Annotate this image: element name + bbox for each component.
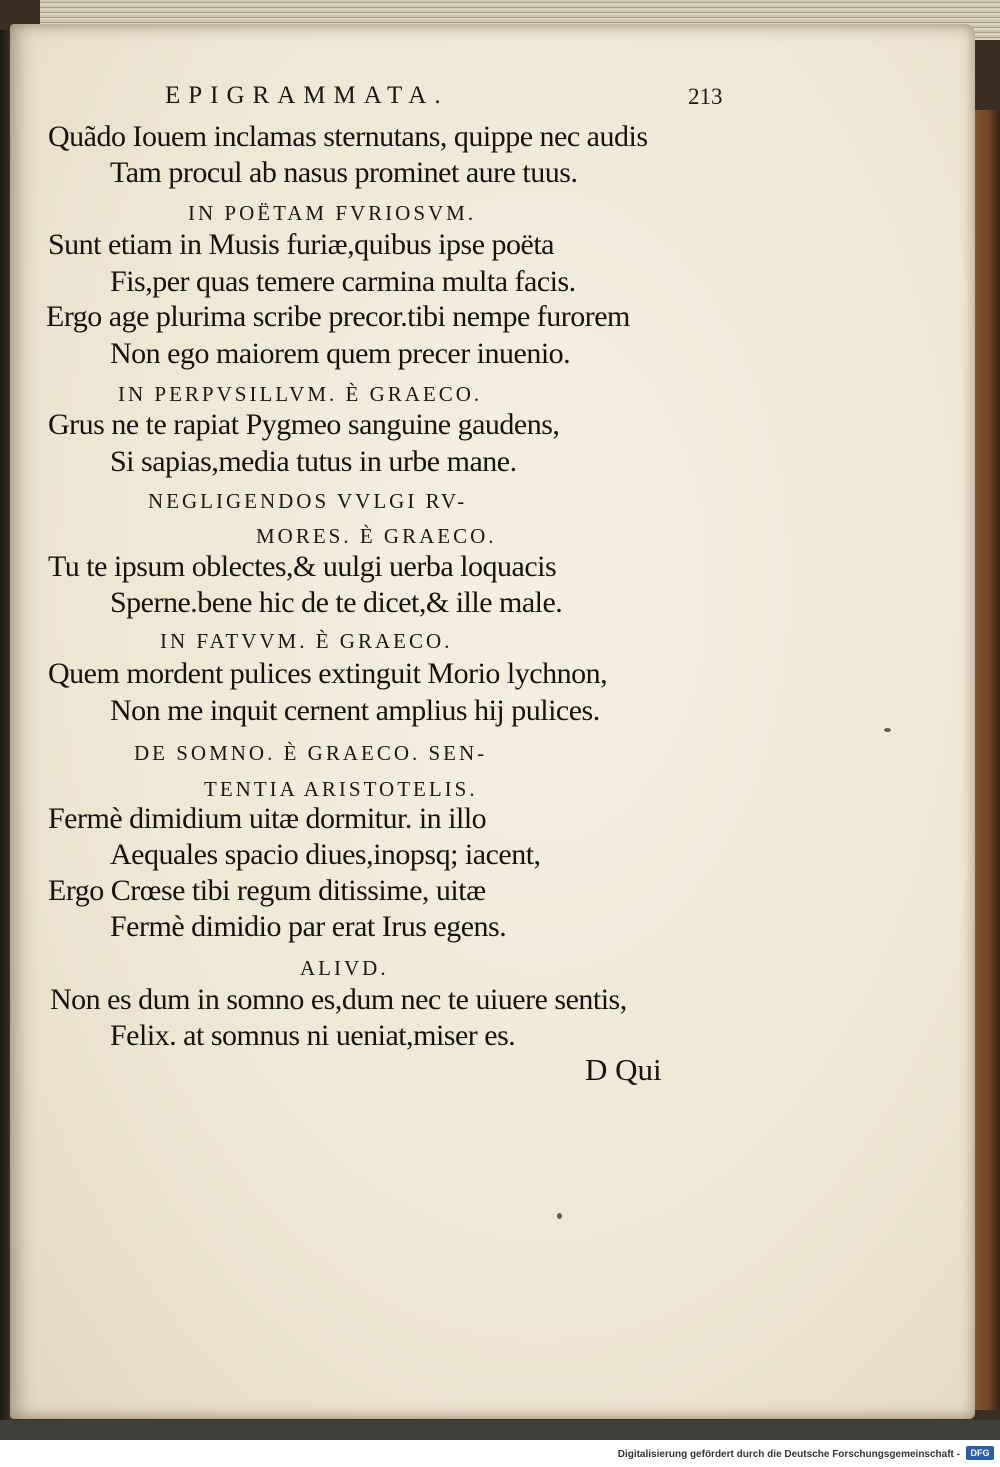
verse-line: Quãdo Iouem inclamas sternutans, quippe nec audis: [48, 120, 648, 153]
epigram-heading: ALIVD.: [300, 956, 389, 980]
verse-line: Non me inquit cernent amplius hij pulices.: [110, 694, 600, 727]
verse-line: Fermè dimidio par erat Irus egens.: [110, 910, 507, 943]
verse-line: Fis,per quas temere carmina multa facis.: [110, 265, 576, 298]
dfg-logo: DFG: [966, 1446, 994, 1460]
epigram-heading: IN POËTAM FVRIOSVM.: [188, 201, 477, 225]
book-cover-edge: [972, 110, 1000, 1410]
epigram-heading: DE SOMNO. È GRAECO. SEN-: [134, 741, 488, 765]
verse-line: Quem mordent pulices extinguit Morio lychnon,: [48, 657, 608, 690]
paper-speck: [557, 1213, 562, 1219]
verse-line: Non ego maiorem quem precer inuenio.: [110, 337, 571, 370]
verse-line: Sunt etiam in Musis furiæ,quibus ipse poëta: [48, 228, 554, 261]
verse-line: Aequales spacio diues,inopsq; iacent,: [110, 838, 541, 871]
book-bottom-edge: [0, 1420, 1000, 1440]
verse-line: Sperne.bene hic de te dicet,& ille male.: [110, 586, 563, 619]
verse-line: Tu te ipsum oblectes,& uulgi uerba loquacis: [48, 550, 557, 583]
epigram-heading: NEGLIGENDOS VVLGI RV-: [148, 489, 468, 513]
catchword: D Qui: [585, 1052, 662, 1087]
verse-line: Si sapias,media tutus in urbe mane.: [110, 445, 517, 478]
epigram-heading: IN FATVVM. È GRAECO.: [160, 629, 453, 653]
verse-line: Grus ne te rapiat Pygmeo sanguine gaudens,: [48, 408, 560, 441]
verse-line: Ergo Crœse tibi regum ditissime, uitæ: [48, 874, 486, 907]
epigram-heading: IN PERPVSILLVM. È GRAECO.: [118, 382, 483, 406]
epigram-heading: TENTIA ARISTOTELIS.: [204, 777, 478, 801]
verse-line: Felix. at somnus ni ueniat,miser es.: [110, 1019, 516, 1052]
verse-line: Tam procul ab nasus prominet aure tuus.: [110, 156, 578, 189]
page-number: 213: [688, 84, 723, 109]
paper-speck: [884, 728, 891, 732]
verse-line: Ergo age plurima scribe precor.tibi nempe furorem: [46, 300, 630, 333]
verse-line: Non es dum in somno es,dum nec te uiuere sentis,: [50, 983, 627, 1016]
running-title: EPIGRAMMATA.: [165, 82, 449, 109]
digitization-footer: [0, 1440, 1000, 1467]
funding-credit: Digitalisierung gefördert durch die Deutsche Forschungsgemeinschaft -: [617, 1449, 960, 1460]
epigram-heading: MORES. È GRAECO.: [256, 524, 497, 548]
verse-line: Fermè dimidium uitæ dormitur. in illo: [48, 802, 487, 835]
